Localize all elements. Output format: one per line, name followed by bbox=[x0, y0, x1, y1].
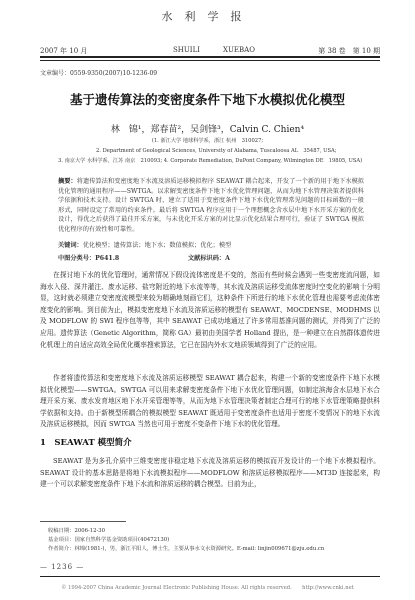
abstract bbox=[58, 177, 364, 234]
issue-date: 2007 年 10 月 bbox=[40, 47, 88, 55]
footnote-funding: 基金项目：国家自然科学基金资助项目(40472130) bbox=[48, 537, 170, 543]
footnote-rule bbox=[40, 521, 126, 522]
body-paragraph-1: 在探讨地下水的优化管理时，通常情况下假设流体密度是不变的，然而有些时候会遇到一些变密度流问题，如海水入侵、深井灌注、废水运移、盐穹附近的地下水流等等，其水流及溶质运移受流体密度时空变化的影响十分明显，这时就必须建立变密度流模型来较为精确地刻画它们，这种条件下所进行的地下水优化管理也需要考虑流体密度变化的影响。到目前为止，模拟变密度地下水流及溶质运移的模型有 SEAWAT、MOCDENSE、MODHMS 以及 MODFLOW 的 SWI 程序包等等，其中 SEAWAT 已成功地通过了许多常用基准问题的测试，并得到了广泛的应用。遗传算法（Genetic Algorithm，简称 GA）最初由美国学者 Holland 提出，是一种建立在自然群体遗传进化机理上的自适应高效全局优化概率搜索算法，它已在国内外水文地质领域得到了广泛的应用。 bbox=[40, 271, 380, 349]
journal-pinyin-2: XUEBAO bbox=[223, 46, 255, 54]
section-1-paragraph: SEAWAT 是为多孔介质中三维变密度非稳定地下水流及溶质运移的模拟而开发设计的一个地下水模拟程序。SEAWAT 设计的基本思路是将地下水流模拟程序——MODFLOW 和溶质运移模拟程序——MT3D 连接起来，构建一个可以求解变密度条件下地下水流和溶质运移的耦合模型。目前为止， bbox=[40, 457, 380, 489]
footer-rule bbox=[40, 576, 380, 577]
keywords-label: 关键词： bbox=[58, 242, 83, 249]
affiliation-1: (1. 浙江大学 地球科学系，浙江 杭州 310027; bbox=[151, 138, 264, 144]
copyright-footer: © 1994-2007 China Academic Journal Electronic Publishing House. All rights reserved. http://www.cnki.net bbox=[61, 585, 354, 591]
abstract-text: 将遗传算法和变密度地下水流及溶质运移模拟程序 SEAWAT 耦合起来，开发了一个新的用于地下水模拟优化管理的通用程序——SWTGA。以求解变密度条件下地下水优化管理问题，从而为地下水管理决策者提供科学依据和技术支持。设计 SWTGA 时，建立了适用于变密度条件下地下水优化管理常见问题的目标函数的一般形式，同时设定了常用的约束条件。最后将 SWTGA 程序应用于一个理想概念含水层中地下水开采方案的优化设计，得优之后获得了最佳开采方案，与未优化开采方案的对比显示优化结果合理可行，验证了 SWTGA 模拟优化程序的有效性和可靠性。 bbox=[58, 178, 364, 233]
keywords bbox=[58, 240, 364, 249]
volume-issue: 第 38 卷 第 10 期 bbox=[318, 47, 380, 55]
journal-pinyin: SHUILI bbox=[173, 46, 200, 54]
affiliation-2: 2. Department of Geological Sciences, University of Alabama, Tuscaloosa AL 35487, USA; bbox=[96, 148, 337, 154]
affiliation-3: 3. 南京大学 水科学系，江苏 南京 210093; 4. Corporate Remediation, DuPont Company, Wilmington DE 19805, USA) bbox=[58, 158, 363, 164]
page-number: — 1236 — bbox=[40, 563, 85, 571]
header-rule-thick bbox=[40, 56, 380, 58]
abstract-label: 摘要： bbox=[58, 178, 77, 185]
article-number: 文章编号：0559-9350(2007)10-1236-09 bbox=[40, 70, 158, 77]
class-number: 中图分类号：P641.8 bbox=[58, 255, 120, 262]
header-rule-thin bbox=[40, 60, 380, 61]
footnote-author-bio: 作者简介：林锦(1981-)，男，浙江平阳人，博士生，主要从事水文水资源研究。E-mail: linjin009671@zju.edu.cn bbox=[48, 546, 325, 552]
author-list: 林 锦¹，郑春苗²，吴剑锋³，Calvin C. Chien⁴ bbox=[110, 125, 305, 135]
keywords-text: 优化模型；遗传算法；地下水；数值模拟；优化；模型 bbox=[82, 242, 232, 249]
body-paragraph-2: 作者将遗传算法和变密度地下水流及溶质运移模型 SEAWAT 耦合起来，构建一个新的变密度条件下地下水模拟优化模型——SWTGA。SWTGA 可以用来求解变密度条件下地下水优化管理问题，如制定滨海含水层地下水合理开采方案、废水发育地区地下水开采管理等等，从而为地下水管理决策者制定合理可行的地下水管理策略提供科学依据和支持。由于新模型所耦合的模拟模型 SEAWAT 既适用于变密度条件也适用于密度不变情况下的地下水流及溶质运移模拟，因而 SWTGA 当然也可用于密度不变条件下地下水的优化管理。 bbox=[40, 374, 380, 429]
paper-title: 基于遗传算法的变密度条件下地下水模拟优化模型 bbox=[69, 92, 345, 107]
journal-title: 水利学报 bbox=[161, 10, 254, 23]
document-code: 文献标识码：A bbox=[188, 255, 230, 262]
section-heading-1: 1 SEAWAT 模型简介 bbox=[40, 438, 132, 448]
footnote-received: 收稿日期：2006-12-30 bbox=[48, 528, 106, 534]
